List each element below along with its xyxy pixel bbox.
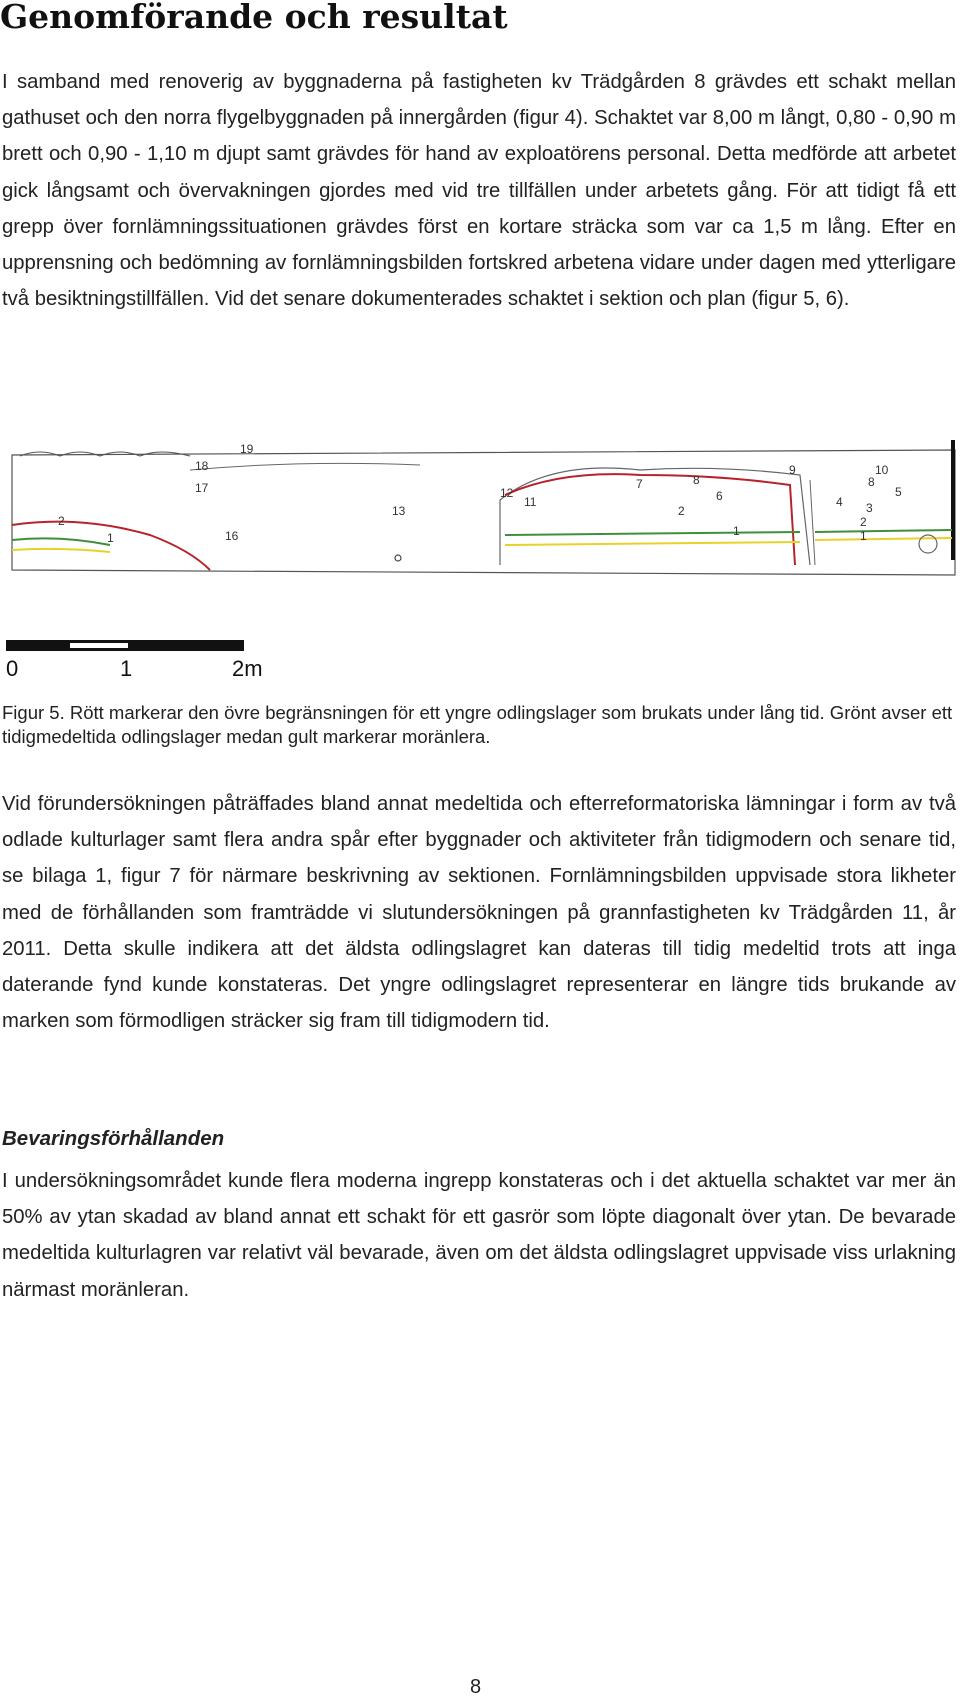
layer-label: 7 [636,477,643,491]
layer-label: 19 [240,442,254,456]
green-boundary-right [505,532,800,535]
section-outline [12,450,955,575]
red-boundary-left [12,522,210,570]
layer-label: 2 [678,504,685,518]
cut-left [190,463,420,470]
scale-label-0: 0 [6,656,19,681]
intro-paragraph: I samband med renoverig av byggnaderna på fastigheten kv Trädgården 8 grävdes ett schakt mellan gathuset och den norra flygelbyggnaden på innergården (figur 4). Schaktet var 8,00 m långt, 0,80 - 0,90 m brett och 0,90 - 1,10 m djupt samt grävdes för hand av exploatörens personal. Detta medförde att arbetet gick långsamt och övervakningen gjordes med vid tre tillfällen under arbetets gång. För att tidigt få ett grepp över fornlämningssituationen grävdes först en kortare sträcka som var ca 1,5 m lång. Efter en upprensning och bedömning av fornlämningsbilden fortskred arbetena vidare under dagen med ytterligare två besiktningstillfällen. Vid det senare dokumenterades schaktet i sektion och plan (figur 5, 6). [2,71,956,311]
page-heading: Genomförande och resultat [0,0,508,36]
layer-label: 2 [58,514,65,528]
layer-label: 3 [866,501,873,515]
subheading-bevaring: Bevaringsförhållanden [2,1127,225,1150]
layer-label: 13 [392,504,406,518]
scale-label-1: 1 [120,656,133,681]
figure-caption: Figur 5. Rött markerar den övre begränsningen för ett yngre odlingslager som brukats under lång tid. Grönt avser ett tidigmedeltida odlingslager medan gult markerar moränlera. [2,702,953,747]
red-boundary-right [505,474,795,565]
small-stone [395,555,401,561]
layer-label: 1 [733,524,740,538]
scale-white-segment [70,643,128,648]
page-number: 8 [470,1676,482,1698]
preservation-paragraph: I undersökningsområdet kunde flera moderna ingrepp konstateras och i det aktuella schaktet var mer än 50% av ytan skadad av bland annat ett schakt för ett gasrör som löpte diagonalt över ytan. De bevarade medeltida kulturlagren var relativt väl bevarade, även om det äldsta odlingslagret uppvisade viss urlakning närmast moränleran. [2,1170,956,1301]
results-paragraph: Vid förundersökningen påträffades bland annat medeltida och efterreformatoriska lämningar i form av två odlade kulturlager samt flera andra spår efter byggnader och aktiviteter från tidigmodern och senare tid, se bilaga 1, figur 7 för närmare beskrivning av sektionen. Fornlämningsbilden uppvisade stora likheter med de förhållanden som framträdde vi slutundersökningen på grannfastigheten kv Trädgården 11, år 2011. Detta skulle indikera att det äldsta odlingslagret kan dateras till tidig medeltid trots att inga daterande fynd kunde konstateras. Det yngre odlingslagret representerar en längre tids brukande av marken som förmodligen sträcker sig fram till tidigmodern tid. [2,793,956,1033]
cut-pipe [810,480,815,565]
layer-label: 11 [524,495,537,509]
yellow-boundary-left [12,549,110,552]
layer-label: 18 [195,459,209,473]
green-boundary-left [12,538,110,545]
layer-label: 12 [500,486,514,500]
layer-label: 1 [107,531,114,545]
layer-label: 4 [836,495,843,509]
layer-label: 9 [789,463,796,477]
layer-label: 10 [875,463,889,477]
layer-label: 16 [225,529,239,543]
scale-label-2m: 2m [232,656,263,681]
scale-bar [6,640,263,688]
layer-label: 17 [195,481,209,495]
layer-label: 8 [868,475,875,489]
layer-label: 8 [693,473,700,487]
layer-labels [58,442,902,545]
layer-label: 5 [895,485,902,499]
green-boundary-far [815,530,952,532]
layer-label: 1 [860,529,867,543]
section-drawing-svg [0,440,960,590]
section-drawing [0,440,960,590]
yellow-boundary-far [815,538,952,540]
layer-label: 2 [860,515,867,529]
yellow-boundary-right [505,542,800,545]
layer-label: 6 [716,489,723,503]
